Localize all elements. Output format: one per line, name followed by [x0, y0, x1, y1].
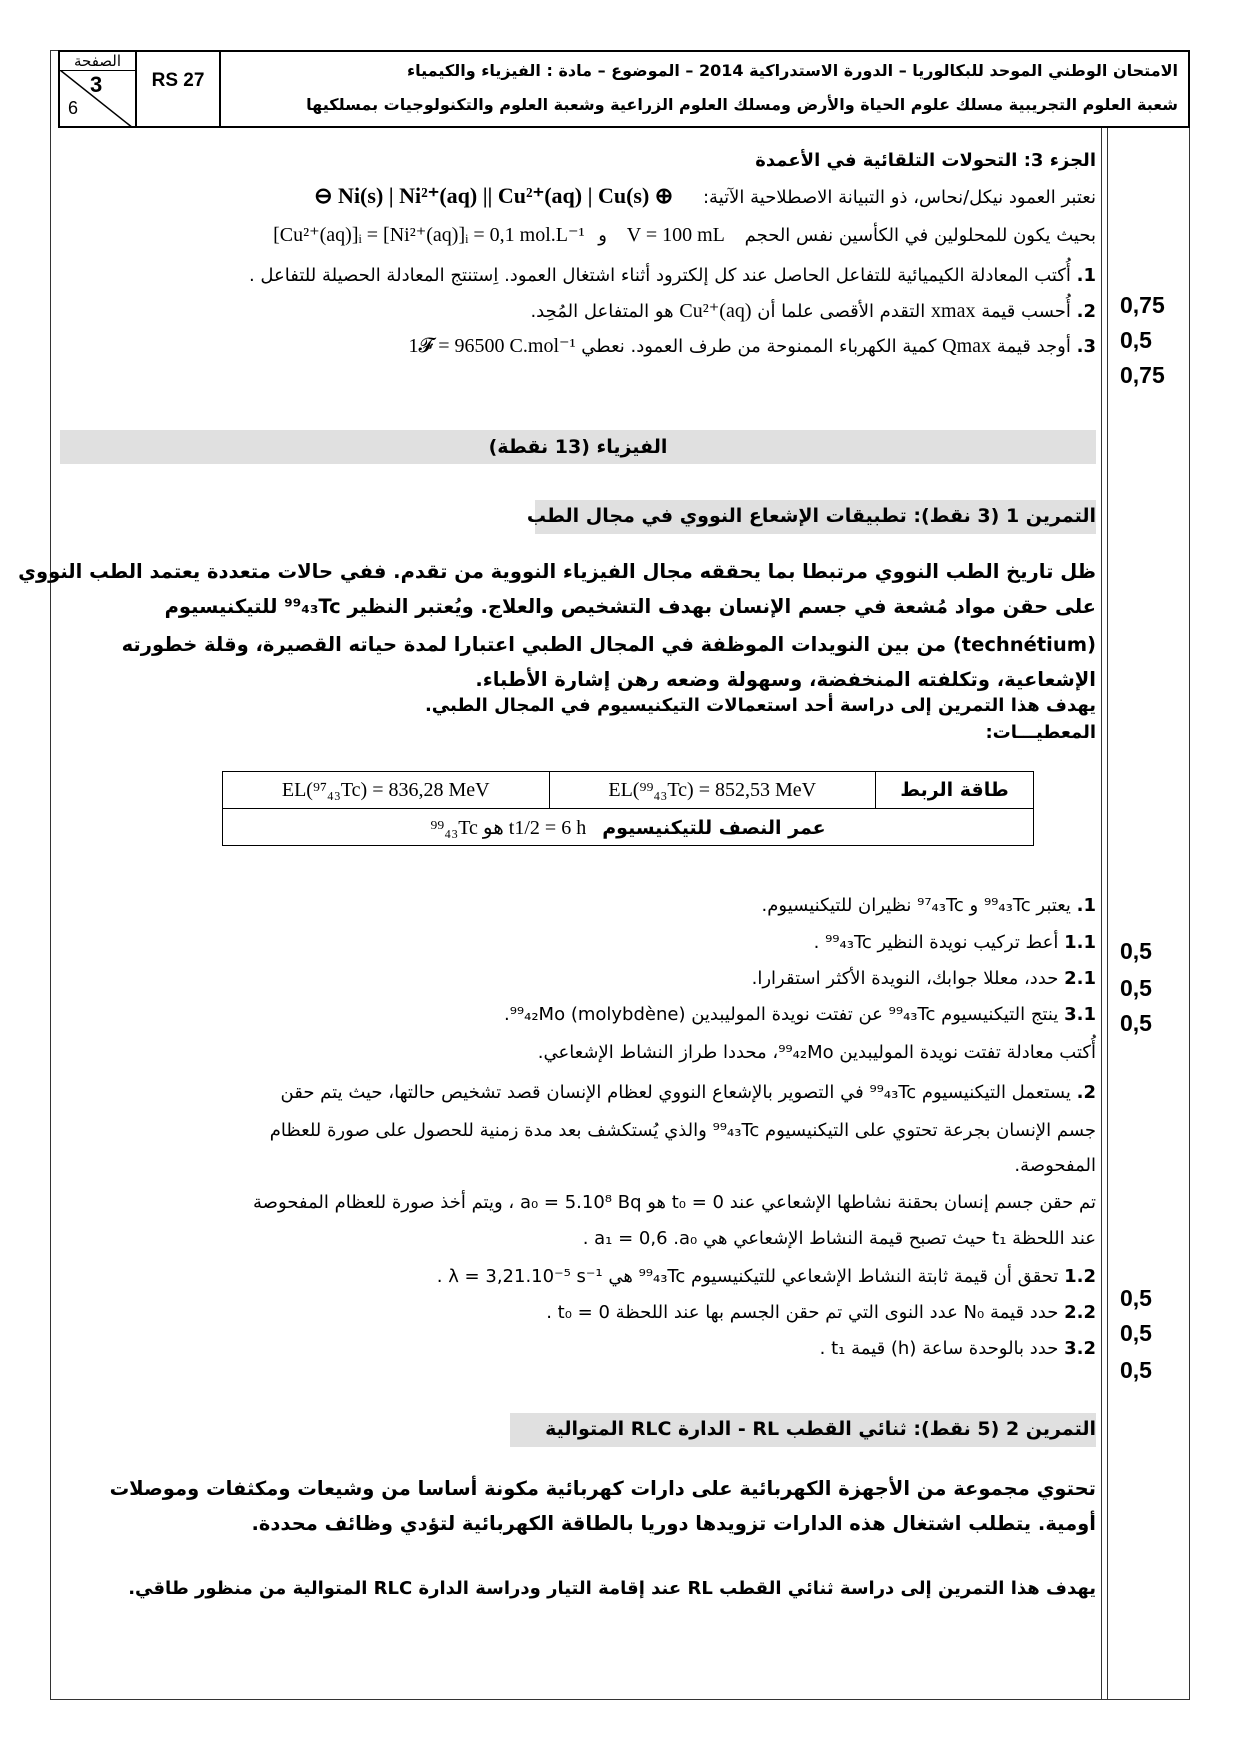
- points-ex1-q22: 0,5: [1120, 1320, 1152, 1346]
- ex1-q21: [752, 968, 1096, 989]
- ex1-intro-l2: على حقن مواد مُشعة في جسم الإنسان بهدف التشخيص والعلاج. ويُعتبر النظير ⁹⁹₄₃Tc للتيكنيسيوم: [164, 595, 1096, 618]
- ex1-data-table: [222, 771, 1034, 846]
- part3-intro: نعتبر العمود نيكل/نحاس، ذو التبيانة الاصطلاحية الآتية:: [702, 187, 1096, 208]
- page-number: 3: [90, 72, 103, 97]
- q-math: Cu²⁺(aq): [679, 300, 752, 322]
- exam-header: [58, 50, 1190, 128]
- ex1-q2-l4: تم حقن جسم إنسان بحقنة نشاطها الإشعاعي عند t₀ = 0 هو a₀ = 5.10⁸ Bq ، ويتم أخذ صورة للعظام المفحوصة: [253, 1192, 1096, 1213]
- table-row: [223, 772, 1034, 809]
- part3-q2: [530, 298, 1096, 323]
- points-part3-q3: 0,75: [1120, 362, 1165, 388]
- q-number: 1.: [1076, 895, 1096, 916]
- points-ex1-q31: 0,5: [1120, 1010, 1152, 1036]
- halflife-value: ⁹⁹₄₃Tc هو t1/2 = 6 h: [430, 816, 587, 839]
- halflife-cell: [223, 809, 1034, 846]
- binding-tc99: EL(⁹⁹₄₃Tc) = 852,53 MeV: [549, 772, 876, 809]
- volumes-text: بحيث يكون للمحلولين في الكأسين نفس الحجم: [744, 225, 1096, 246]
- concentration-value: [Cu²⁺(aq)]ᵢ = [Ni²⁺(aq)]ᵢ = 0,1 mol.L⁻¹: [273, 224, 585, 246]
- ex1-q2-l1: [281, 1082, 1096, 1103]
- q-text: أوجد قيمة: [996, 336, 1071, 357]
- q-number: 1.: [1076, 265, 1096, 286]
- q-math: Qmax: [942, 335, 992, 357]
- ex2-intro-l2: أومية. يتطلب اشتغال هذه الدارات تزويدها دوريا بالطاقة الكهربائية لتؤدي وظائف محددة.: [251, 1512, 1096, 1535]
- part3-q3: [409, 333, 1096, 358]
- cell-notation: ⊖ Ni(s) | Ni²⁺(aq) || Cu²⁺(aq) | Cu(s) ⊕: [314, 183, 674, 208]
- physics-banner: [60, 430, 1096, 464]
- table-row: [223, 809, 1034, 846]
- ex1-aim: يهدف هذا التمرين إلى دراسة أحد استعمالات التيكنيسيوم في المجال الطبي.: [424, 695, 1096, 716]
- points-ex1-q21: 0,5: [1120, 975, 1152, 1001]
- q-math: xmax: [931, 300, 976, 322]
- ex1-q32: [820, 1338, 1096, 1359]
- and-word: و: [598, 225, 607, 246]
- q-text: أعط تركيب نويدة النظير ⁹⁹₄₃Tc .: [813, 932, 1059, 953]
- points-ex1-q11: 0,5: [1120, 938, 1152, 964]
- ex1-given: المعطيـــات:: [985, 722, 1096, 743]
- q-text: حدد بالوحدة ساعة (h) قيمة t₁ .: [819, 1338, 1059, 1359]
- points-part3-q1: 0,75: [1120, 292, 1165, 318]
- binding-tc97: EL(⁹⁷₄₃Tc) = 836,28 MeV: [223, 772, 550, 809]
- q-text: حدد قيمة N₀ عدد النوى التي تم حقن الجسم بها عند اللحظة t₀ = 0 .: [546, 1302, 1059, 1323]
- q-number: 3.1: [1064, 1004, 1096, 1025]
- page-label: الصفحة: [60, 52, 135, 71]
- part3-title: الجزء 3: التحولات التلقائية في الأعمدة: [755, 150, 1096, 171]
- q-text: يعتبر ⁹⁹₄₃Tc و ⁹⁷₄₃Tc نظيران للتيكنيسيوم.: [761, 895, 1071, 916]
- ex1-intro-l3: (technétium) من بين النويدات الموظفة في المجال الطبي اعتبارا لمدة حياته القصيرة، وقلة خطورته: [121, 633, 1096, 656]
- exam-code: RS 27: [137, 52, 221, 126]
- ex2-aim: يهدف هذا التمرين إلى دراسة ثنائي القطب RL عند إقامة التيار ودراسة الدارة RLC المتوالية من منظور طاقي.: [128, 1578, 1096, 1599]
- q-number: 2.: [1076, 1082, 1096, 1103]
- margin-rule: [1107, 128, 1108, 1700]
- ex1-intro-l4: الإشعاعية، وتكلفته المنخفضة، وسهولة وضعه رهن إشارة الأطباء.: [475, 668, 1096, 691]
- points-part3-q2: 0,5: [1120, 327, 1152, 353]
- binding-label: طاقة الربط: [876, 772, 1034, 809]
- q-text: هو المتفاعل المُحِد.: [530, 301, 674, 322]
- volume-value: V = 100 mL: [626, 224, 725, 246]
- q-text: تحقق أن قيمة ثابتة النشاط الإشعاعي للتيكنيسيوم ⁹⁹₄₃Tc هي λ = 3,21.10⁻⁵ s⁻¹ .: [436, 1266, 1059, 1287]
- q-text: يستعمل التيكنيسيوم ⁹⁹₄₃Tc في التصوير بالإشعاع النووي لعظام الإنسان قصد تشخيص حالتها، حيث يتم حقن: [280, 1082, 1071, 1103]
- part3-conditions: [273, 222, 1096, 247]
- q-text: حدد، معللا جوابك، النويدة الأكثر استقرارا.: [751, 968, 1059, 989]
- ex1-q2-l3: المفحوصة.: [1014, 1155, 1096, 1176]
- points-ex1-q12: 0,5: [1120, 1285, 1152, 1311]
- ex1-q1: [762, 895, 1096, 916]
- part3-intro-line: [314, 183, 1096, 209]
- q-number: 2.: [1076, 301, 1096, 322]
- ex1-q31: [504, 1004, 1096, 1025]
- q-text: أُحسب قيمة: [981, 301, 1071, 322]
- q-math: 1𝓕 = 96500 C.mol⁻¹: [408, 335, 576, 357]
- points-ex1-q32: 0,5: [1120, 1357, 1152, 1383]
- page-number-box: [60, 52, 137, 126]
- ex1-q12: [437, 1266, 1096, 1287]
- page-total: 6: [68, 98, 79, 118]
- q-number: 1.2: [1064, 1266, 1096, 1287]
- exam-title-line2: شعبة العلوم التجريبية مسلك علوم الحياة والأرض ومسلك العلوم الزراعية وشعبة العلوم والتكنولوجيات بمسلكيها: [306, 95, 1178, 114]
- ex1-title: التمرين 1 (3 نقط): تطبيقات الإشعاع النووي في مجال الطب: [526, 505, 1096, 527]
- exam-title: [221, 52, 1188, 126]
- exam-title-line1: الامتحان الوطني الموحد للبكالوريا – الدورة الاستدراكية 2014 – الموضوع – مادة : الفيزياء والكيمياء: [406, 61, 1178, 80]
- q-text: ينتج التيكنيسيوم ⁹⁹₄₃Tc عن تفتت نويدة الموليبدين ⁹⁹₄₂Mo (molybdène).: [503, 1004, 1059, 1025]
- ex1-q11: [814, 932, 1096, 953]
- ex2-intro-l1: تحتوي مجموعة من الأجهزة الكهربائية على دارات كهربائية مكونة أساسا من وشيعات ومكثفات وموصلات: [109, 1477, 1096, 1500]
- ex2-title: التمرين 2 (5 نقط): ثنائي القطب RL - الدارة RLC المتوالية: [545, 1418, 1096, 1440]
- ex1-q31b: أُكتب معادلة تفتت نويدة الموليبدين ⁹⁹₄₂Mo، محددا طراز النشاط الإشعاعي.: [537, 1042, 1096, 1063]
- ex1-intro-l1: ظل تاريخ الطب النووي مرتبطا بما يحققه مجال الفيزياء النووية من تقدم. ففي حالات متعددة يعتمد الطب النووي: [18, 560, 1096, 583]
- q-number: 2.1: [1064, 968, 1096, 989]
- halflife-label: عمر النصف للتيكنيسيوم: [602, 816, 826, 839]
- physics-title: الفيزياء (13 نقطة): [488, 436, 668, 458]
- margin-rule-inner: [1101, 128, 1102, 1700]
- q-text: التقدم الأقصى علما أن: [757, 301, 926, 322]
- q-text: كمية الكهرباء الممنوحة من طرف العمود. نعطي: [581, 336, 937, 357]
- part3-q1: [249, 265, 1096, 286]
- ex1-q2-l5: عند اللحظة t₁ حيث تصبح قيمة النشاط الإشعاعي هي a₁ = 0,6 .a₀ .: [582, 1228, 1096, 1249]
- q-number: 2.2: [1064, 1302, 1096, 1323]
- q-text: أُكتب المعادلة الكيميائية للتفاعل الحاصل عند كل إلكترود أثناء اشتغال العمود. اِستنتج المعادلة الحصيلة للتفاعل .: [248, 265, 1071, 286]
- ex1-q22: [546, 1302, 1096, 1323]
- q-number: 1.1: [1064, 932, 1096, 953]
- q-number: 3.: [1076, 336, 1096, 357]
- q-number: 3.2: [1064, 1338, 1096, 1359]
- ex1-q2-l2: جسم الإنسان بجرعة تحتوي على التيكنيسيوم ⁹⁹₄₃Tc والذي يُستكشف بعد مدة زمنية للحصول على صورة للعظام: [269, 1120, 1096, 1141]
